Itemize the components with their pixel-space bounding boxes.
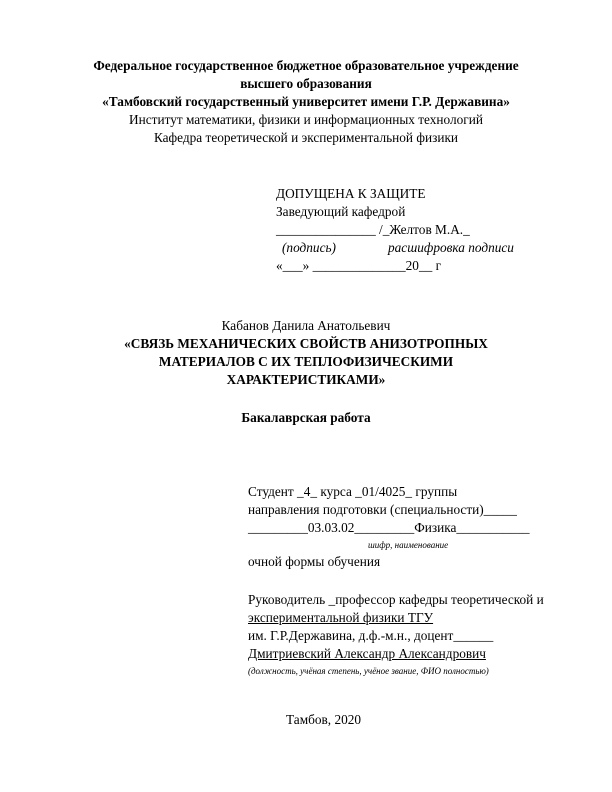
supervisor-line-3: им. Г.Р.Державина, д.ф.-м.н., доцент______ (248, 628, 494, 643)
university-name: «Тамбовский государственный университет имени Г.Р. Державина» (102, 94, 510, 109)
thesis-title-line-2: МАТЕРИАЛОВ С ИХ ТЕПЛОФИЗИЧЕСКИМИ (158, 354, 454, 369)
approval-date-line: «___» ______________20__ г (276, 258, 442, 273)
signature-decoding-caption: расшифровка подписи (388, 240, 514, 255)
thesis-title-line-3: ХАРАКТЕРИСТИКАМИ» (226, 372, 386, 387)
supervisor-line-1: Руководитель _профессор кафедры теоретической и (248, 592, 544, 607)
student-code-line: _________03.03.02_________Физика___________ (248, 520, 530, 535)
education-level-line: высшего образования (240, 76, 372, 91)
department-name: Кафедра теоретической и экспериментальной физики (153, 130, 459, 145)
study-form-line: очной формы обучения (248, 554, 381, 569)
supervisor-caption: (должность, учёная степень, учёное звание, ФИО полностью) (248, 666, 489, 676)
student-course-line: Студент _4_ курса _01/4025_ группы (248, 484, 458, 499)
thesis-title-line-1: «СВЯЗЬ МЕХАНИЧЕСКИХ СВОЙСТВ АНИЗОТРОПНЫХ (124, 336, 488, 351)
student-direction-line: направления подготовки (специальности)_____ (248, 502, 517, 517)
city-year: Тамбов, 2020 (286, 712, 362, 727)
work-type: Бакалаврская работа (241, 410, 371, 425)
author-name: Кабанов Данила Анатольевич (221, 318, 391, 333)
supervisor-line-2: экспериментальной физики ТГУ (248, 610, 434, 625)
approval-title: ДОПУЩЕНА К ЗАЩИТЕ (276, 186, 426, 201)
supervisor-line-4: Дмитриевский Александр Александрович (248, 646, 486, 661)
signature-caption: (подпись) (282, 240, 336, 255)
ministry-line: Федеральное государственное бюджетное образовательное учреждение (93, 58, 519, 73)
approval-signature-line: _______________ /_Желтов М.А._ (276, 222, 470, 237)
approval-role: Заведующий кафедрой (276, 204, 406, 219)
institute-name: Институт математики, физики и информационных технологий (129, 112, 483, 127)
code-caption: шифр, наименование (368, 540, 449, 550)
